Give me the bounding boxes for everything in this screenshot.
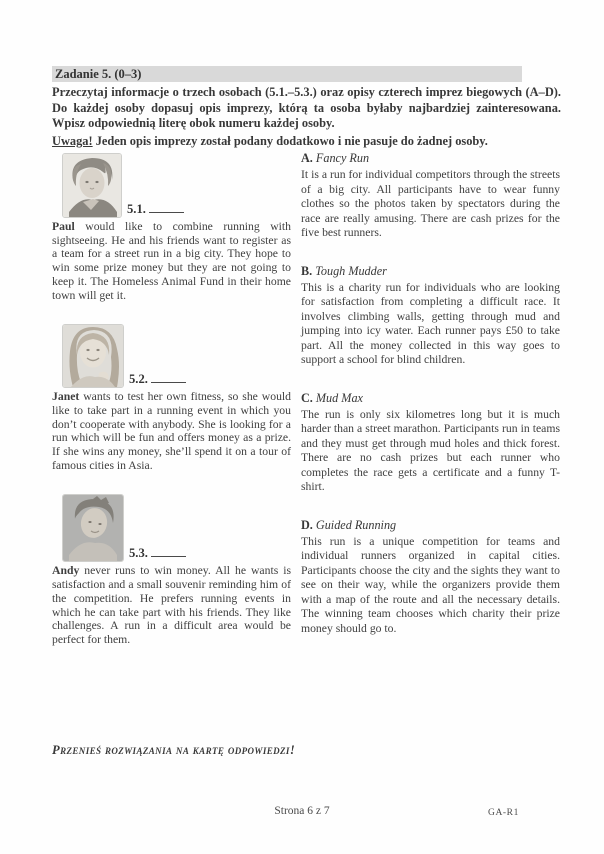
task-title: Zadanie 5. (0–3) [55, 67, 142, 81]
task-header-bar [52, 66, 522, 82]
event-letter: C. [301, 390, 313, 405]
item-number-5-3 [129, 546, 186, 562]
person-paragraph [52, 390, 291, 472]
event-title [301, 264, 560, 279]
item-number-5-2 [129, 372, 186, 388]
transfer-note: Przenieś rozwiązania na kartę odpowiedzi! [52, 743, 296, 757]
event-name: Tough Mudder [315, 263, 387, 278]
event-name: Fancy Run [315, 151, 370, 165]
event-title [301, 151, 560, 166]
people-column [52, 153, 291, 669]
warning-text: Jeden opis imprezy został podany dodatkowo i nie pasuje do żadnej osoby. [92, 134, 488, 148]
event-paragraph: This run is a unique competition for teams and individual runners organized in capital cities. Participants choose the city and the sights they want to see on their way, while the organizers provide them with a map of the route and all the necessary details. The winning team chooses which charity their prize money should go to. [301, 534, 560, 635]
event-title [301, 391, 560, 406]
person-paragraph [52, 564, 291, 646]
person-name: Paul [52, 220, 75, 233]
event-paragraph: It is a run for individual competitors through the streets of a big city. All participants have to wear funny clothes so the photos taken by spectators during the race are really amusing. There are cash prizes for the five best runners. [301, 168, 560, 239]
person-name: Andy [52, 564, 80, 578]
form-code: GA-R1 [488, 808, 519, 818]
instructions-paragraph: Przeczytaj informacje o trzech osobach (5.1.–5.3.) oraz opisy czterech imprez biegowych (A–D). Do każdej osoby dopasuj opis imprezy, którą ta osoba byłaby najbardziej zainteresowana. Wpisz odpowiednią literę obok numeru każdej osoby. [52, 85, 561, 131]
item-number-label: 5.2. [129, 372, 148, 387]
item-number-label: 5.3. [129, 546, 148, 561]
janet-photo [62, 324, 124, 388]
page-number: Strona 6 z 7 [274, 805, 330, 817]
person-paragraph [52, 220, 291, 302]
warning-label: Uwaga! [52, 134, 93, 148]
event-paragraph: The run is only six kilometres long but it is much harder than a street marathon. Participants run in teams and they must get through mud holes and thick forest. There are no cash prizes but each runner who completes the race gets a certificate and a funny T-shirt. [301, 407, 560, 493]
person-section-5-1 [52, 153, 291, 302]
person-text: would like to combine running with sightseeing. He and his friends want to register as a team for a street run in a big city. They hope to win some prize money but they are not going to keep it. The Homeless Animal Fund in their home town will get it. [52, 220, 292, 302]
paul-photo [62, 153, 122, 218]
event-title [301, 518, 560, 533]
event-name: Guided Running [315, 517, 397, 532]
event-section-d [301, 518, 560, 637]
photo-row [52, 324, 291, 388]
event-letter: A. [301, 151, 313, 165]
answer-blank-5-3 [151, 554, 186, 557]
event-section-c [301, 391, 560, 495]
person-section-5-3 [52, 494, 291, 646]
person-text: wants to test her own fitness, so she would like to take part in a running event in which you don’t cooperate with anybody. She is looking for a run which will be fun and offers money as a prize. If she wins any money, she’ll spend it on a tour of famous cities in Asia. [52, 390, 292, 472]
photo-row [52, 494, 291, 562]
event-letter: B. [301, 263, 313, 278]
answer-blank-5-1 [149, 210, 184, 213]
events-column [301, 151, 560, 659]
person-name: Janet [52, 390, 80, 404]
person-text: never runs to win money. All he wants is satisfaction and a small souvenir reminding him of the competition. He prefers running events in which he can take part with his friends. They like challenges. A run in a difficult area would be perfect for them. [52, 564, 292, 646]
answer-blank-5-2 [151, 380, 186, 383]
event-name: Mud Max [315, 390, 363, 405]
person-section-5-2 [52, 324, 291, 472]
event-section-a [301, 151, 560, 241]
event-letter: D. [301, 517, 313, 532]
event-section-b [301, 264, 560, 368]
item-number-5-1 [127, 202, 184, 218]
andy-photo [62, 494, 124, 562]
warning-line [52, 134, 561, 150]
item-number-label: 5.1. [127, 202, 146, 216]
event-paragraph: This is a charity run for individuals who are looking for satisfaction from completing a difficult race. It involves climbing walls, getting through mud and jumping into icy water. Each runner pays £50 to take part. All the money collected in this way goes to support a school for blind children. [301, 280, 560, 366]
photo-row [52, 153, 291, 218]
